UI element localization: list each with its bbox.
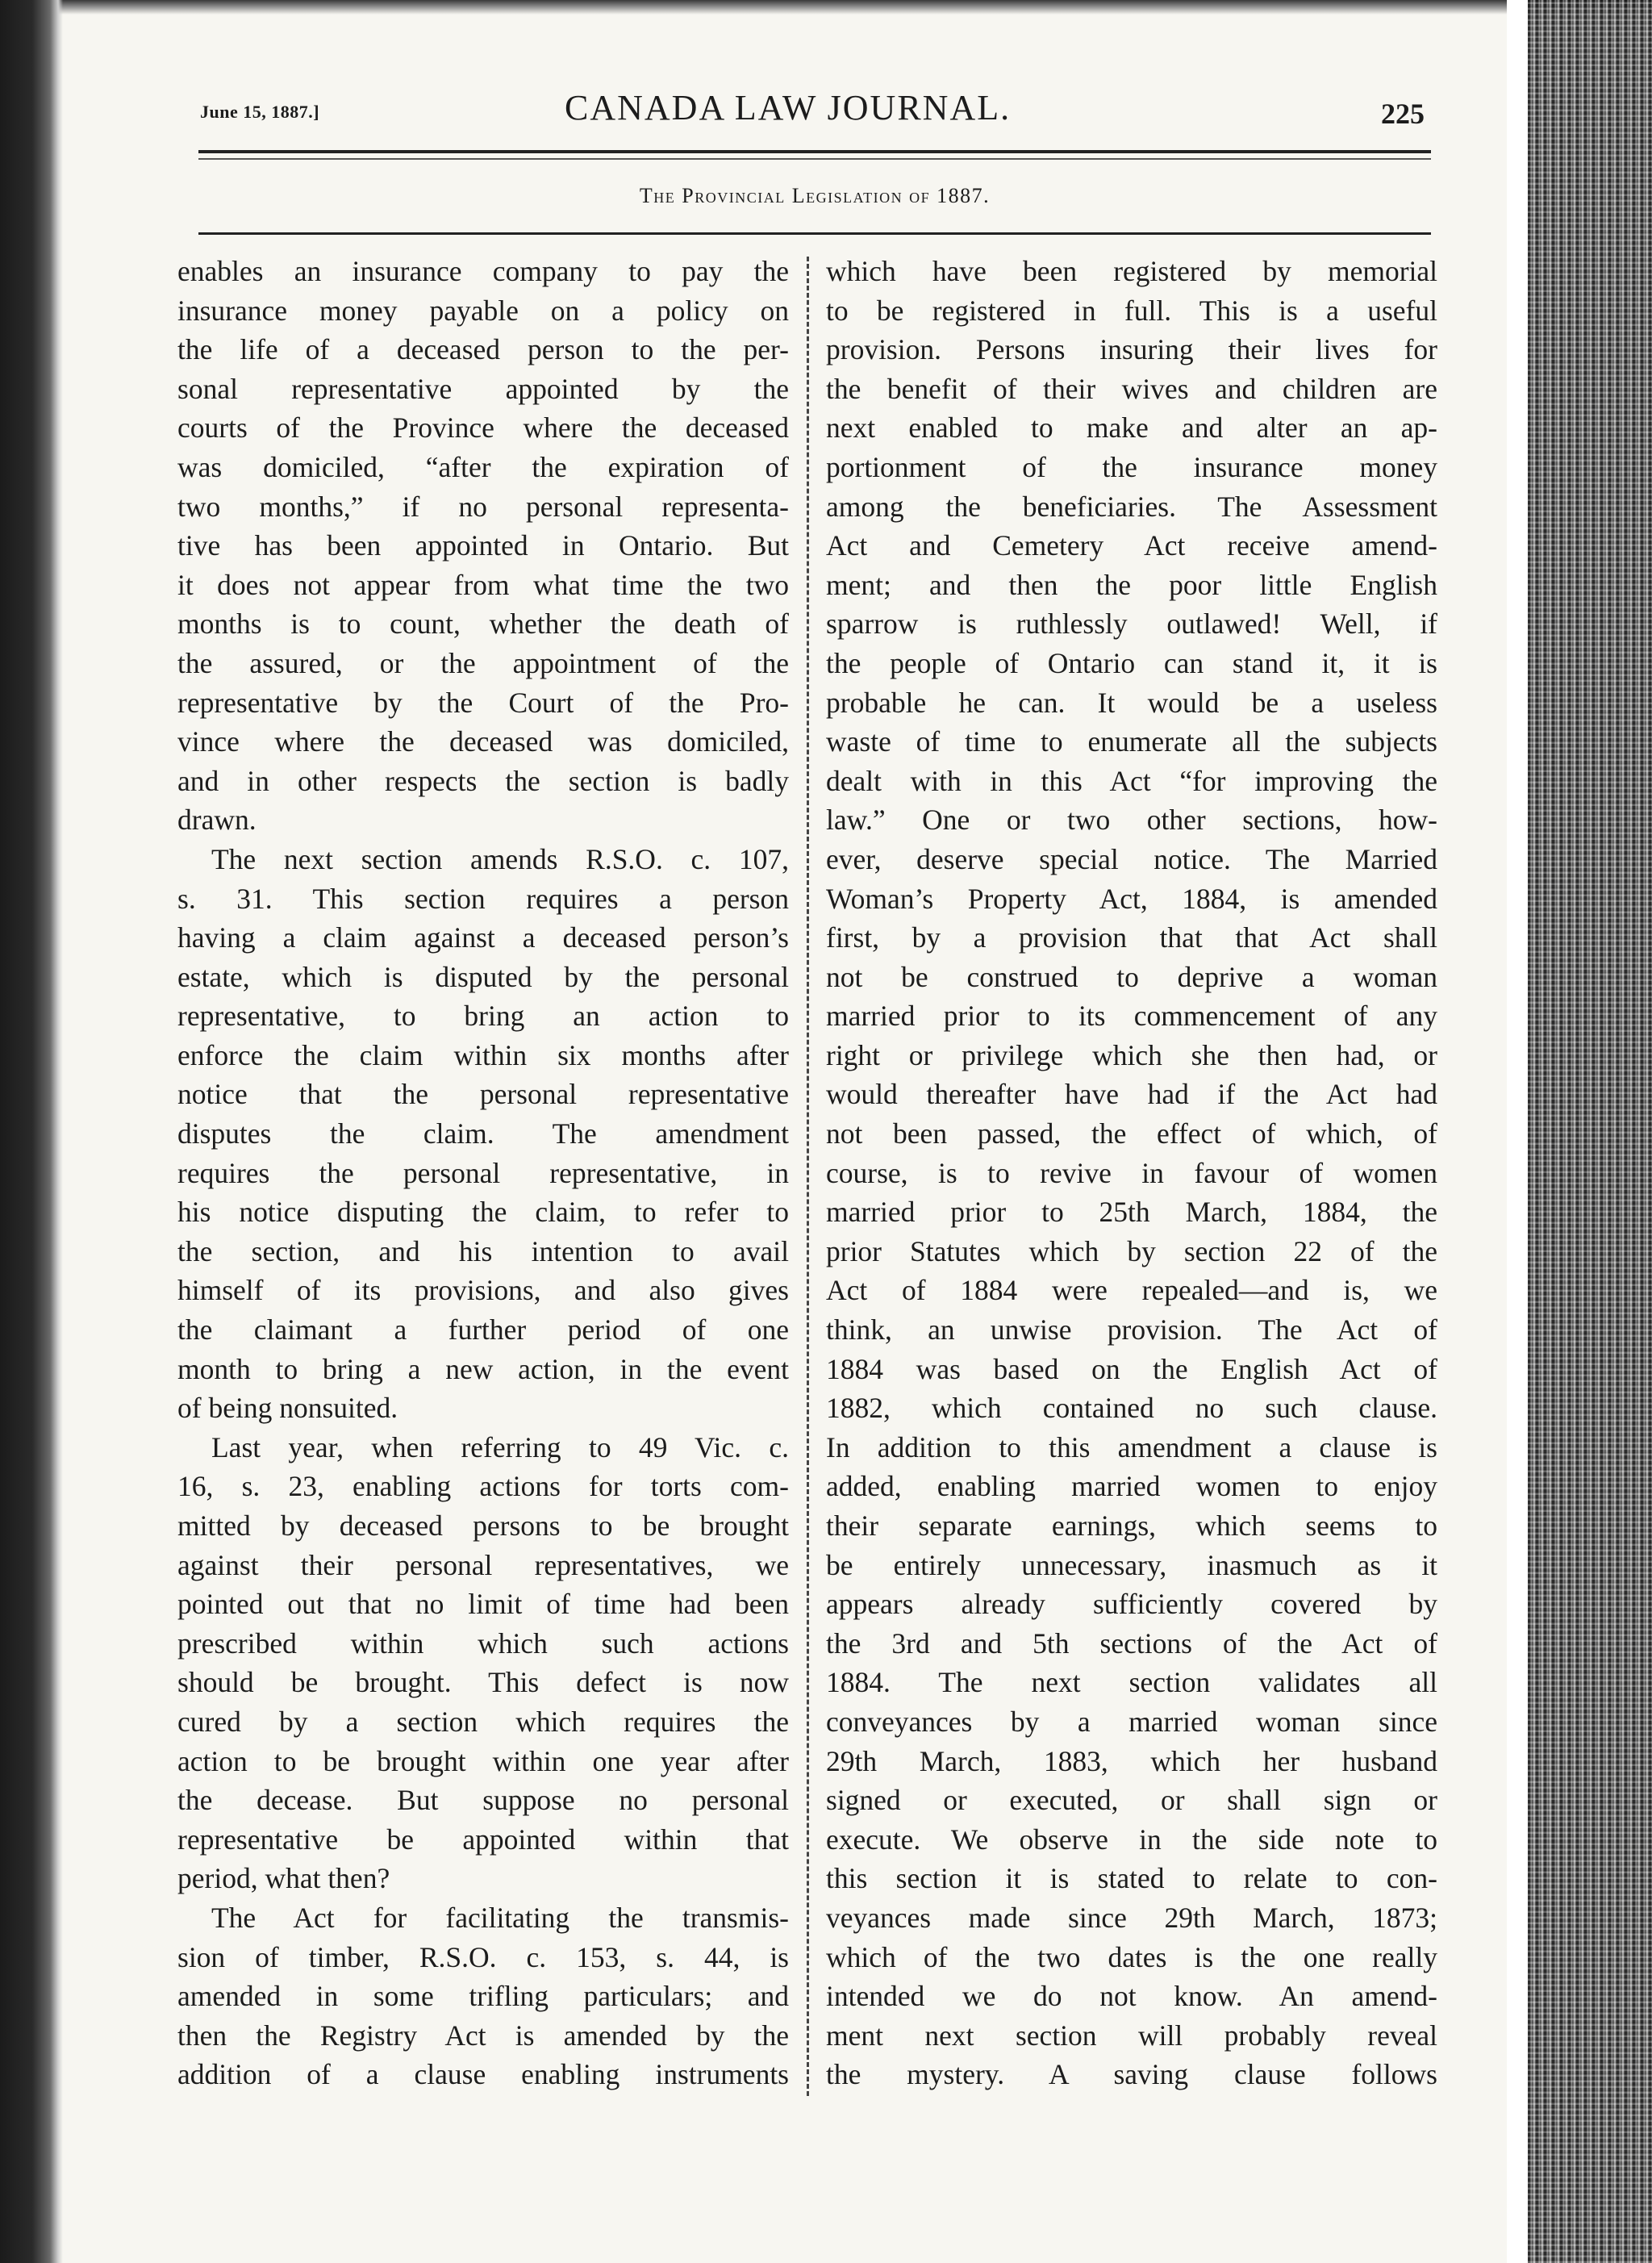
text-line: Act of 1884 were repealed—and is, we — [826, 1274, 1437, 1307]
text-line: would thereafter have had if the Act had — [826, 1078, 1437, 1111]
text-line: intended we do not know. An amend- — [826, 1980, 1437, 2013]
text-line: it does not appear from what time the two — [177, 568, 789, 601]
text-line: representative, to bring an action to — [177, 1000, 789, 1033]
text-line: provision. Persons insuring their lives for — [826, 333, 1437, 366]
text-line: drawn. — [177, 804, 257, 837]
text-line: this section it is stated to relate to con- — [826, 1862, 1437, 1895]
text-line: waste of time to enumerate all the subjects — [826, 725, 1437, 758]
text-line: period, what then? — [177, 1862, 390, 1895]
text-line: disputes the claim. The amendment — [177, 1117, 789, 1150]
text-line: signed or executed, or shall sign or — [826, 1784, 1437, 1817]
text-line: the 3rd and 5th sections of the Act of — [826, 1626, 1437, 1660]
text-line: 1882, which contained no such clause. — [826, 1392, 1437, 1425]
text-line: himself of its provisions, and also gives — [177, 1274, 789, 1307]
text-line: the life of a deceased person to the per- — [177, 333, 789, 366]
text-line: tive has been appointed in Ontario. But — [177, 529, 789, 562]
text-line: 16, s. 23, enabling actions for torts com- — [177, 1470, 789, 1503]
text-line: appears already sufficiently covered by — [826, 1588, 1437, 1621]
text-line: sion of timber, R.S.O. c. 153, s. 44, is — [177, 1940, 789, 1973]
text-line: law.” One or two other sections, how- — [826, 804, 1437, 837]
header-rule-thick — [198, 150, 1431, 153]
text-line: representative be appointed within that — [177, 1823, 789, 1856]
text-line: his notice disputing the claim, to refer to — [177, 1196, 789, 1229]
text-line: added, enabling married women to enjoy — [826, 1470, 1437, 1503]
text-line: sonal representative appointed by the — [177, 372, 789, 405]
text-line: month to bring a new action, in the event — [177, 1352, 789, 1385]
text-line: not be construed to deprive a woman — [826, 960, 1437, 993]
text-line: of being nonsuited. — [177, 1392, 398, 1425]
text-line: the assured, or the appointment of the — [177, 646, 789, 679]
text-line: enforce the claim within six months after — [177, 1038, 789, 1071]
text-line: ment; and then the poor little English — [826, 568, 1437, 601]
text-line: their separate earnings, which seems to — [826, 1509, 1437, 1542]
text-column-left — [177, 252, 789, 2094]
text-line: The next section amends R.S.O. c. 107, — [211, 842, 789, 875]
text-line: which of the two dates is the one really — [826, 1940, 1437, 1973]
scan-edge-right-texture — [1528, 0, 1652, 2263]
scan-edge-left — [0, 0, 63, 2263]
text-line: dealt with in this Act “for improving the — [826, 764, 1437, 797]
column-divider — [807, 257, 809, 2096]
text-line: action to be brought within one year after — [177, 1744, 789, 1777]
text-line: the people of Ontario can stand it, it is — [826, 646, 1437, 679]
text-line: the benefit of their wives and children are — [826, 372, 1437, 405]
text-line: execute. We observe in the side note to — [826, 1823, 1437, 1856]
text-line: and in other respects the section is badly — [177, 764, 789, 797]
text-line: married prior to 25th March, 1884, the — [826, 1196, 1437, 1229]
text-line: should be brought. This defect is now — [177, 1666, 789, 1699]
issue-date: June 15, 1887.] — [200, 102, 320, 122]
text-line: against their personal representatives, we — [177, 1548, 789, 1581]
text-line: next enabled to make and alter an ap- — [826, 411, 1437, 445]
text-line: among the beneficiaries. The Assessment — [826, 490, 1437, 523]
text-line: Woman’s Property Act, 1884, is amended — [826, 882, 1437, 915]
text-line: conveyances by a married woman since — [826, 1705, 1437, 1738]
text-line: requires the personal representative, in — [177, 1156, 789, 1189]
text-line: In addition to this amendment a clause is — [826, 1430, 1437, 1463]
text-line: the claimant a further period of one — [177, 1313, 789, 1347]
scan-edge-top — [0, 0, 1652, 15]
text-line: pointed out that no limit of time had been — [177, 1588, 789, 1621]
text-line: the decease. But suppose no personal — [177, 1784, 789, 1817]
section-title: The Provincial Legislation of 1887. — [639, 184, 991, 207]
text-line: courts of the Province where the deceased — [177, 411, 789, 445]
text-line: mitted by deceased persons to be brought — [177, 1509, 789, 1542]
text-line: not been passed, the effect of which, of — [826, 1117, 1437, 1150]
text-line: prescribed within which such actions — [177, 1626, 789, 1660]
text-line: two months,” if no personal representa- — [177, 490, 789, 523]
page-number: 225 — [1381, 98, 1425, 130]
text-line: vince where the deceased was domiciled, — [177, 725, 789, 758]
text-line: ever, deserve special notice. The Married — [826, 842, 1437, 875]
text-line: course, is to revive in favour of women — [826, 1156, 1437, 1189]
text-line: cured by a section which requires the — [177, 1705, 789, 1738]
text-line: s. 31. This section requires a person — [177, 882, 789, 915]
text-line: then the Registry Act is amended by the — [177, 2019, 789, 2052]
text-line: sparrow is ruthlessly outlawed! Well, if — [826, 608, 1437, 641]
text-line: having a claim against a deceased person’s — [177, 921, 789, 954]
text-line: the mystery. A saving clause follows — [826, 2058, 1437, 2091]
section-rule — [198, 232, 1431, 235]
text-line: insurance money payable on a policy on — [177, 294, 789, 327]
text-line: notice that the personal representative — [177, 1078, 789, 1111]
text-line: addition of a clause enabling instruments — [177, 2058, 789, 2091]
text-line: first, by a provision that that Act shall — [826, 921, 1437, 954]
text-line: was domiciled, “after the expiration of — [177, 450, 789, 483]
text-line: be entirely unnecessary, inasmuch as it — [826, 1548, 1437, 1581]
text-line: amended in some trifling particulars; and — [177, 1980, 789, 2013]
header-rule-thin — [198, 158, 1431, 160]
text-line: think, an unwise provision. The Act of — [826, 1313, 1437, 1347]
text-line: representative by the Court of the Pro- — [177, 686, 789, 719]
journal-title: CANADA LAW JOURNAL. — [565, 88, 1012, 127]
text-line: the section, and his intention to avail — [177, 1234, 789, 1267]
text-line: The Act for facilitating the transmis- — [211, 1901, 789, 1934]
running-head — [0, 87, 1500, 136]
text-line: Last year, when referring to 49 Vic. c. — [211, 1430, 789, 1463]
text-line: to be registered in full. This is a useful — [826, 294, 1437, 327]
text-line: portionment of the insurance money — [826, 450, 1437, 483]
text-line: 29th March, 1883, which her husband — [826, 1744, 1437, 1777]
text-line: veyances made since 29th March, 1873; — [826, 1901, 1437, 1934]
text-column-right — [826, 252, 1437, 2094]
text-line: Act and Cemetery Act receive amend- — [826, 529, 1437, 562]
text-line: probable he can. It would be a useless — [826, 686, 1437, 719]
text-line: which have been registered by memorial — [826, 255, 1437, 287]
text-line: estate, which is disputed by the personal — [177, 960, 789, 993]
text-line: right or privilege which she then had, or — [826, 1038, 1437, 1071]
text-line: enables an insurance company to pay the — [177, 255, 789, 287]
text-line: 1884 was based on the English Act of — [826, 1352, 1437, 1385]
text-line: married prior to its commencement of any — [826, 1000, 1437, 1033]
page-margin-right — [1507, 0, 1528, 2263]
text-line: prior Statutes which by section 22 of the — [826, 1234, 1437, 1267]
text-line: months is to count, whether the death of — [177, 608, 789, 641]
text-line: ment next section will probably reveal — [826, 2019, 1437, 2052]
text-line: 1884. The next section validates all — [826, 1666, 1437, 1699]
